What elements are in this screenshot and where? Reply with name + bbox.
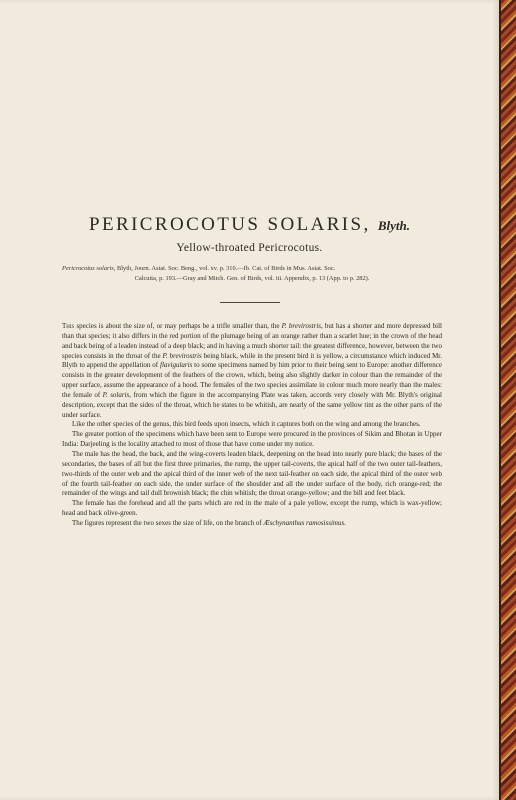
p1-italic-1: P. brevirostris bbox=[281, 322, 322, 330]
synonymy-line-2: Calcutta, p. 193.—Gray and Mitch. Gen. of Birds, vol. iii. Appendix, p. 13 (App. to p. 282). bbox=[134, 275, 370, 282]
paragraph-6 bbox=[62, 519, 442, 529]
p6-text-b: . bbox=[344, 518, 346, 527]
paragraph-3: The greater portion of the specimens which have been sent to Europe were procured in the provinces of Sikim and Bhotan in Upper India: Darjeeling is the locality attached to most of those that have come under my notice. bbox=[62, 430, 442, 449]
synonymy-block bbox=[62, 264, 442, 284]
p1-italic-2: P. brevirostris bbox=[162, 351, 202, 360]
synonymy-line-1: Blyth, Journ. Asiat. Soc. Beng., vol. xv. p. 310.—Ib. Cat. of Birds in Mus. Asiat. Soc. bbox=[115, 265, 336, 272]
plate-title bbox=[0, 214, 499, 236]
section-divider bbox=[220, 302, 280, 303]
plate-subtitle: Yellow-throated Pericrocotus. bbox=[176, 242, 323, 254]
p1-text-c: being black, while in the present bird it is yellow, a circumstance which induced Mr. Blyth to append the appellation of bbox=[62, 351, 442, 370]
p1-text-a: species is about the size of, or may perhaps be a trifle smaller than, the bbox=[74, 322, 282, 330]
paragraph-5: The female has the forehead and all the parts which are red in the male of a pale yellow, except the rump, which is wax-yellow; head and back olive-green. bbox=[62, 499, 442, 518]
p6-text-a: The figures represent the two sexes the size of life, on the branch of bbox=[72, 518, 264, 527]
p1-text-e: , from which the figure in the accompanying Plate was taken, accords very closely with Mr. Blyth's original description, except that the sides of the throat, which he states to be whitish, are nearly of the same yellow tint as the other parts of the under surface. bbox=[62, 390, 442, 419]
p1-italic-4: P. solaris bbox=[102, 390, 130, 399]
drop-lead: This bbox=[62, 322, 75, 330]
p1-text-d: to some specimens named by him prior to their being sent to Europe: another difference consists in the greater development of the feathers of the crown, which, being also slightly darker in colour than the remainder of the upper surface, assume the appearance of a hood. The females of the two species assimilate in colour much more nearly than the males: the female of bbox=[62, 361, 442, 399]
paragraph-4: The male has the head, the back, and the wing-coverts leaden black, deepening on the head into nearly pure black; the bases of the secondaries, the bases of all but the first three primaries, the rump, the upper tail-coverts, the apical half of the two outer tail-feathers, two-thirds of the outer web and the apical third of the inner web of the next tail-feather on each side, the apical third of the outer web of the fourth tail-feather on each side, the under surface of the shoulder and all the under surface of the body, rich orange-red; the remainder of the wings and tail dull brownish black; the chin whitish; the throat orange-yellow; and the bill and feet black. bbox=[62, 449, 442, 498]
p6-italic: Æschynanthus ramosissimus bbox=[263, 518, 345, 527]
paragraph-1 bbox=[62, 322, 442, 420]
synonymy-name: Pericrocotus solaris, bbox=[62, 265, 116, 272]
species-author: Blyth. bbox=[377, 218, 410, 233]
p1-text-b: , but has a shorter and more depressed bill than that species; it also differs in the red portion of the plumage being of an orange rather than a scarlet hue; in the crown of the head and back being of a leaden instead of a deep black; and in having a much shorter tail: the greatest difference, however, between the two species consists in the throat of the bbox=[62, 322, 442, 360]
species-description bbox=[62, 322, 442, 529]
p1-italic-3: flavigularis bbox=[160, 361, 193, 370]
species-name: PERICROCOTUS SOLARIS, bbox=[89, 214, 371, 235]
marbled-book-edge bbox=[499, 0, 516, 800]
paragraph-2: Like the other species of the genus, this bird feeds upon insects, which it captures both on the wing and among the branches. bbox=[72, 420, 421, 429]
